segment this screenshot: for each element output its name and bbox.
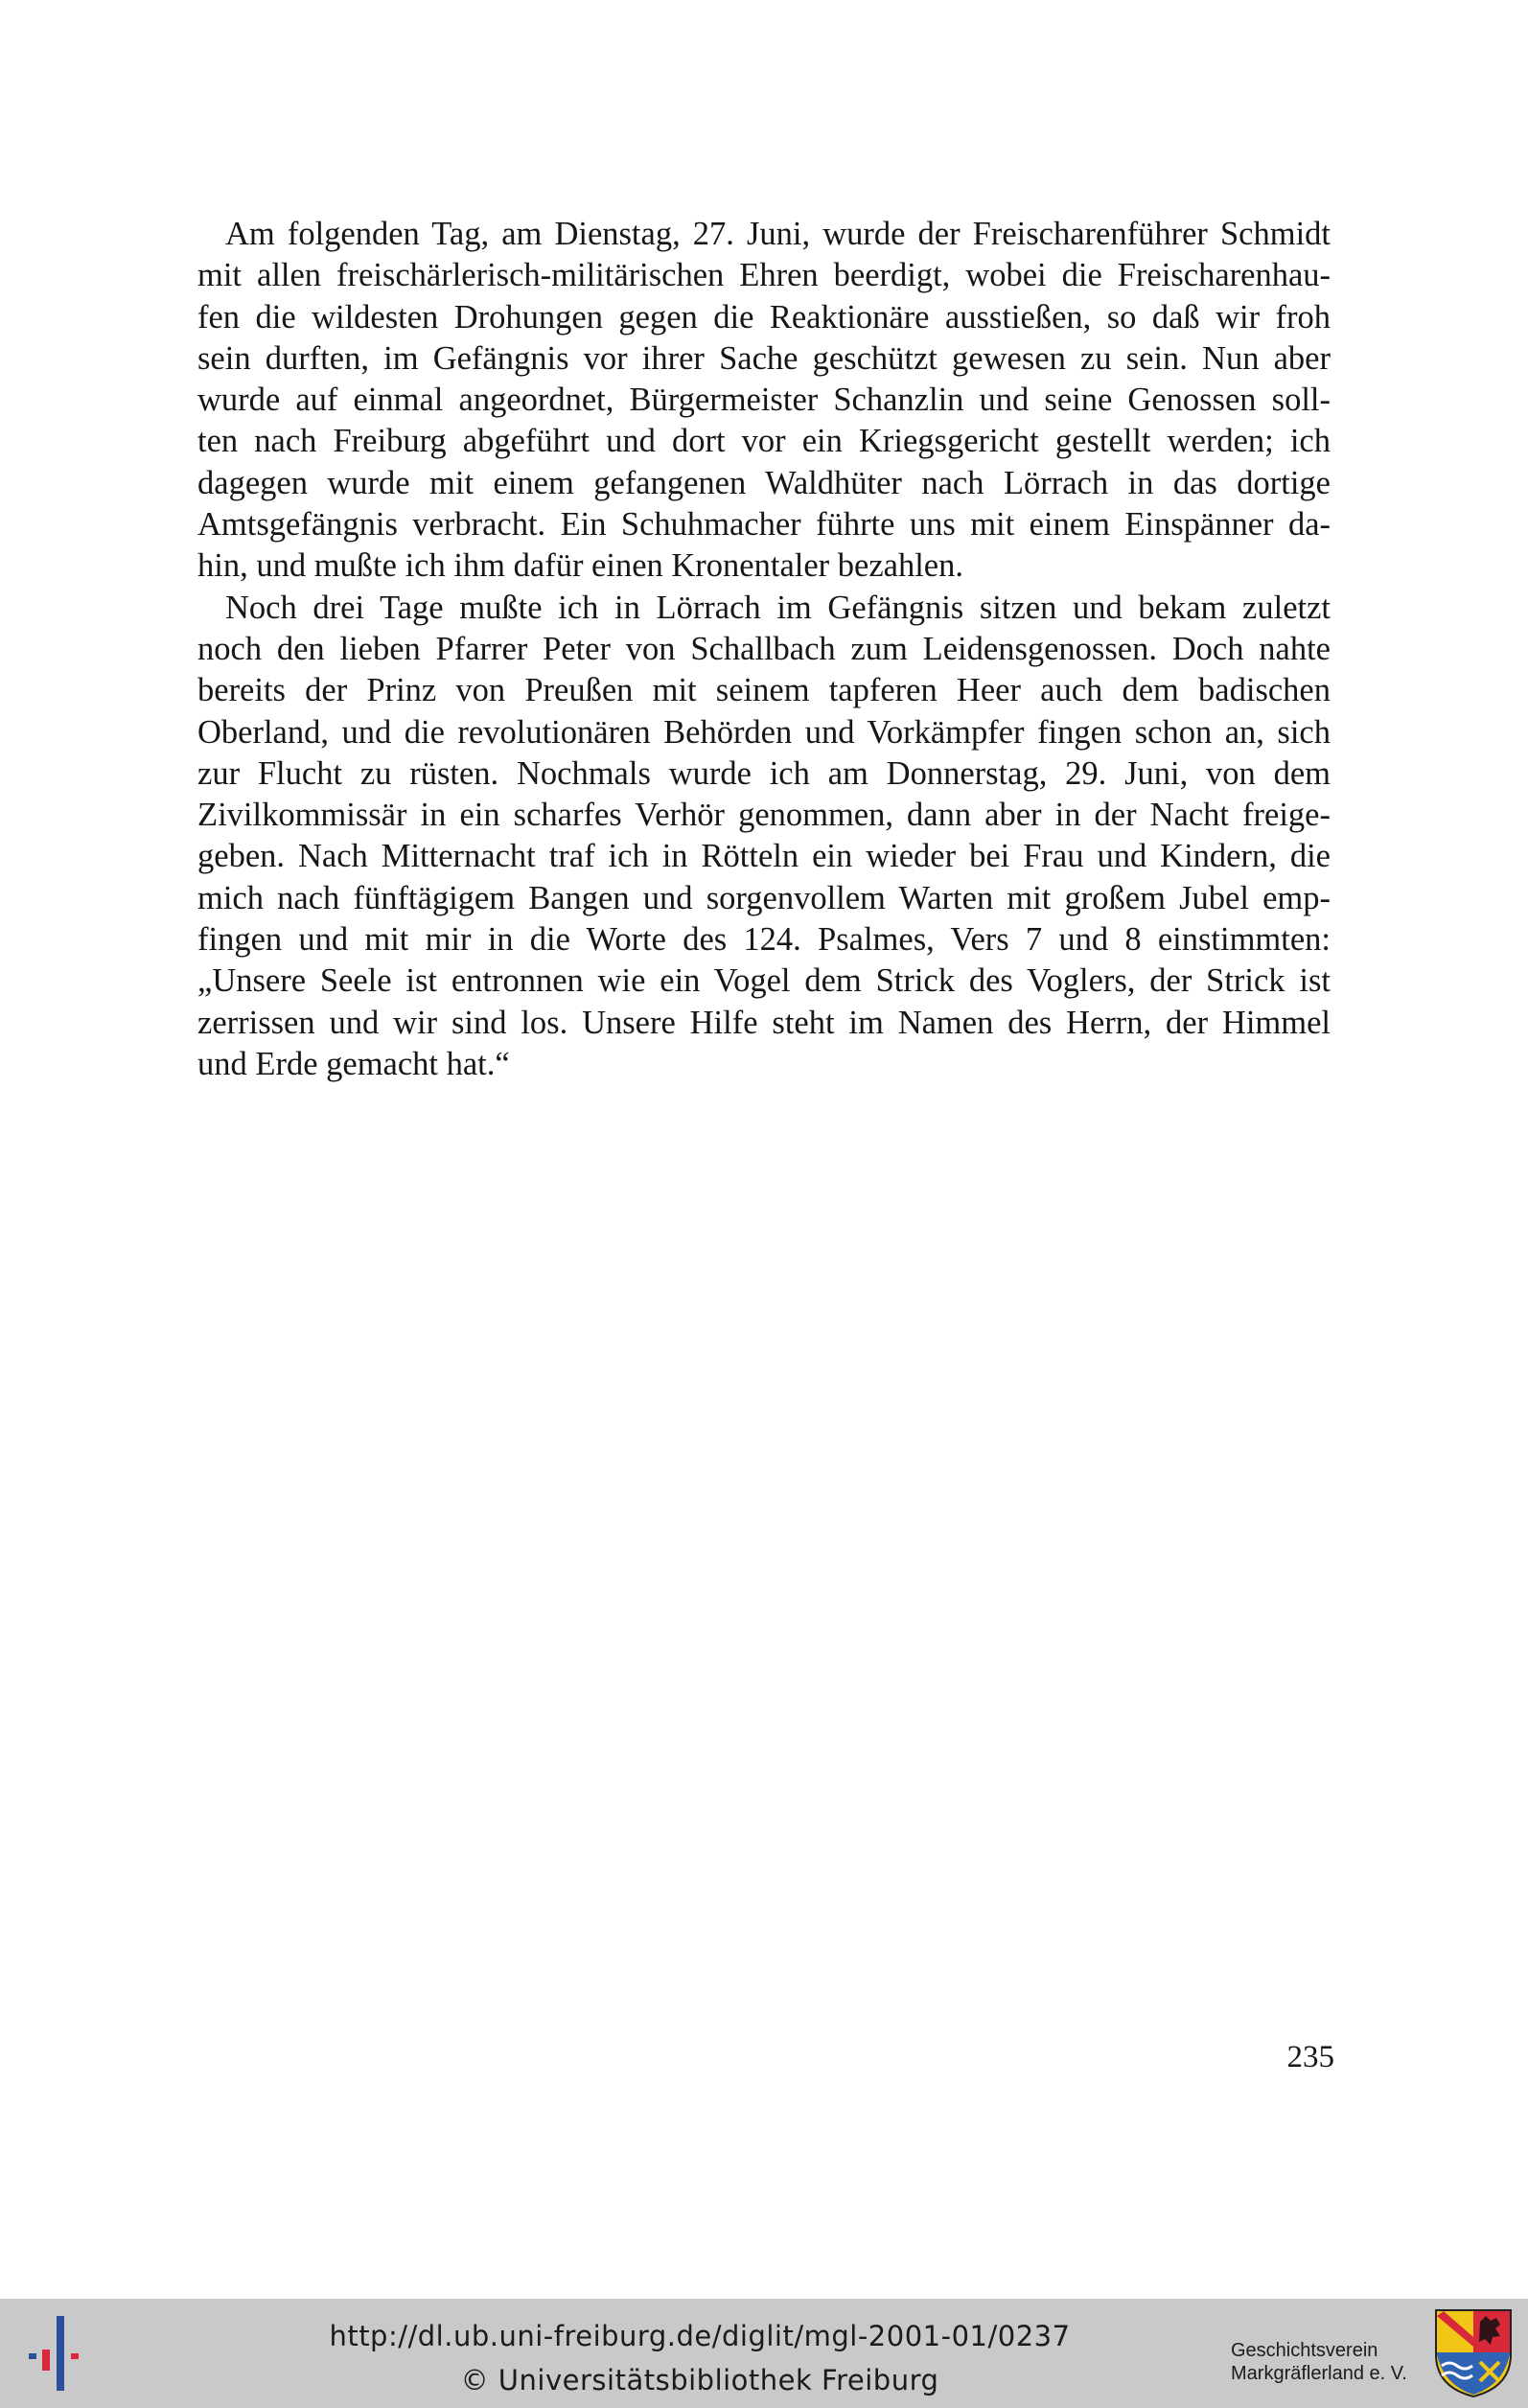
- text-line: fingen und mit mir in die Worte des 124. Psalmes, Vers 7 und 8 einstimmten:: [197, 921, 1331, 959]
- ub-freiburg-logo-icon[interactable]: [25, 2308, 102, 2395]
- logo-bar: [42, 2350, 50, 2371]
- page-number: 235: [1286, 2040, 1334, 2074]
- text-line: zur Flucht zu rüsten. Nochmals wurde ich am Donnerstag, 29. Juni, von dem: [197, 754, 1331, 792]
- logo-bar: [29, 2353, 36, 2359]
- footer-url-link[interactable]: http://dl.ub.uni-freiburg.de/diglit/mgl-2001-01/0237: [329, 2320, 1071, 2352]
- society-name-line1: Geschichtsverein: [1231, 2340, 1378, 2361]
- text-line: sein durften, im Gefängnis vor ihrer Sache geschützt gewesen zu sein. Nun aber: [197, 339, 1331, 377]
- text-line: hin, und mußte ich ihm dafür einen Kronentaler bezahlen.: [197, 547, 963, 585]
- text-line: fen die wildesten Drohungen gegen die Reaktionäre ausstießen, so daß wir froh: [197, 298, 1331, 336]
- text-line: Amtsgefängnis verbracht. Ein Schuhmacher führte uns mit einem Einspänner da-: [197, 506, 1331, 544]
- text-line: mit allen freischärlerisch-militärischen Ehren beerdigt, wobei die Freischarenhau-: [197, 257, 1331, 294]
- body-text: [197, 214, 1331, 1085]
- paragraph-1: [197, 214, 1331, 588]
- society-name-line2: Markgräflerland e. V.: [1231, 2363, 1407, 2384]
- society-name: [1231, 2339, 1423, 2385]
- text-line: und Erde gemacht hat.“: [197, 1045, 510, 1082]
- text-line: geben. Nach Mitternacht traf ich in Rötteln ein wieder bei Frau und Kindern, die: [197, 838, 1331, 875]
- text-line: Zivilkommissär in ein scharfes Verhör genommen, dann aber in der Nacht freige-: [197, 797, 1331, 834]
- text-line: Noch drei Tage mußte ich in Lörrach im Gefängnis sitzen und bekam zuletzt: [225, 589, 1331, 626]
- text-line: „Unsere Seele ist entronnen wie ein Vogel dem Strick des Voglers, der Strick ist: [197, 962, 1331, 1000]
- text-line: noch den lieben Pfarrer Peter von Schallbach zum Leidensgenossen. Doch nahte: [197, 630, 1331, 667]
- text-line: mich nach fünftägigem Bangen und sorgenvollem Warten mit großem Jubel emp-: [197, 879, 1331, 916]
- text-line: wurde auf einmal angeordnet, Bürgermeister Schanzlin und seine Genossen soll-: [197, 382, 1331, 419]
- footer-copyright: © Universitätsbibliothek Freiburg: [460, 2364, 939, 2396]
- text-line: ten nach Freiburg abgeführt und dort vor ein Kriegsgericht gestellt werden; ich: [197, 423, 1331, 460]
- text-line: Am folgenden Tag, am Dienstag, 27. Juni, wurde der Freischarenführer Schmidt: [225, 216, 1331, 252]
- paragraph-2: [197, 588, 1331, 1086]
- text-line: Oberland, und die revolutionären Behörden und Vorkämpfer fingen schon an, sich: [197, 713, 1331, 751]
- text-line: dagegen wurde mit einem gefangenen Waldhüter nach Lörrach in das dortige: [197, 464, 1331, 501]
- coat-of-arms-icon: [1434, 2308, 1513, 2398]
- text-line: bereits der Prinz von Preußen mit seinem tapferen Heer auch dem badischen: [197, 672, 1331, 709]
- text-line: zerrissen und wir sind los. Unsere Hilfe steht im Namen des Herrn, der Himmel: [197, 1004, 1331, 1041]
- logo-bar: [57, 2316, 64, 2391]
- logo-bar: [71, 2353, 79, 2359]
